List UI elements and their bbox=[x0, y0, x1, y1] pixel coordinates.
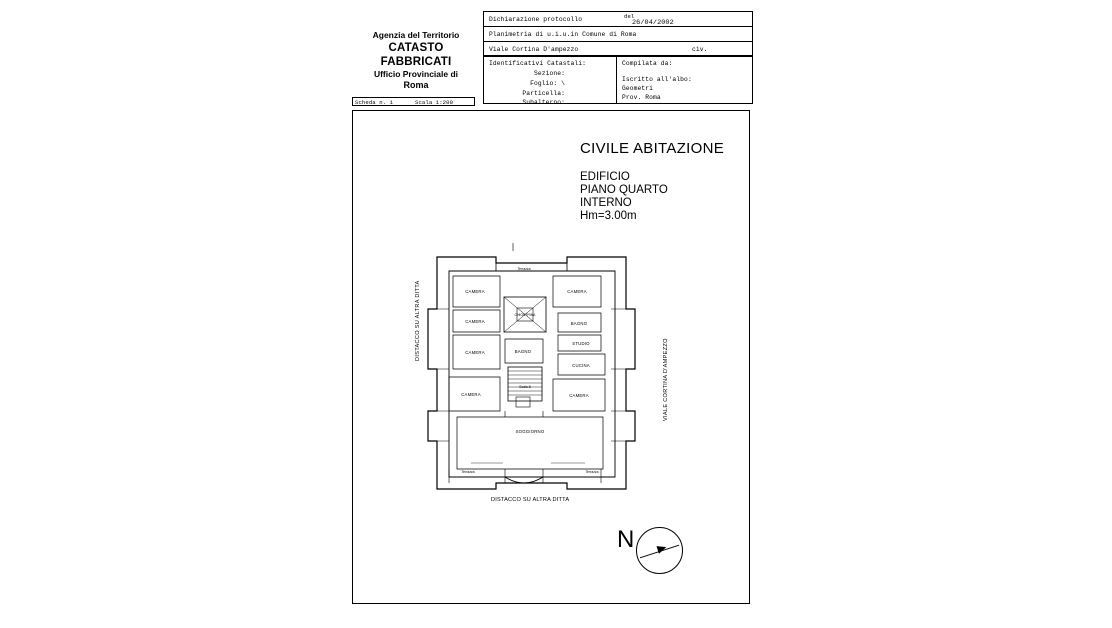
protocol-form-box bbox=[483, 11, 753, 56]
agency-line-4: Roma bbox=[403, 80, 429, 90]
compilata-title: Compilata da: bbox=[622, 60, 673, 67]
scala-value: Scala 1:200 bbox=[415, 99, 454, 106]
protocol-row bbox=[484, 12, 752, 27]
room-label: STUDIO bbox=[572, 341, 590, 346]
plan-subtitle-line-2: PIANO QUARTO bbox=[580, 183, 668, 196]
room-label: CHIOSTRINA bbox=[514, 313, 536, 317]
plan-subtitle-line-3: INTERNO bbox=[580, 196, 632, 209]
prov-label: Prov. Roma bbox=[622, 94, 661, 101]
room-label: BAGNO bbox=[514, 349, 532, 354]
room-label: Scala B bbox=[519, 385, 531, 389]
room-label: Terrazza bbox=[461, 470, 475, 474]
iscritto-line-1: Iscritto all'albo: bbox=[622, 76, 692, 83]
plan-title: CIVILE ABITAZIONE bbox=[580, 140, 725, 157]
left-side-label: DISTACCO SU ALTRA DITTA bbox=[415, 280, 421, 361]
planimetria-label: Planimetria di u.i.u.in Comune di Roma bbox=[489, 30, 637, 38]
north-letter: N bbox=[617, 526, 635, 553]
room-label: BAGNO bbox=[570, 321, 588, 326]
ident-row-sezione: Sezione: bbox=[533, 70, 565, 77]
indirizzo-label: Viale Cortina D'ampezzo bbox=[489, 45, 579, 53]
room-label: CUCINA bbox=[572, 363, 590, 368]
indirizzo-row bbox=[484, 42, 752, 57]
agency-line-3: Ufficio Provinciale di bbox=[373, 69, 459, 80]
scheda-number: Scheda n. 1 bbox=[355, 99, 394, 106]
agency-line-1: Agenzia del Territorio bbox=[372, 30, 460, 40]
room-label: Terrazza bbox=[585, 470, 599, 474]
compilata-column bbox=[617, 57, 752, 103]
room-label: SOGGIORNO bbox=[515, 429, 545, 434]
ident-row-subalterno: Subalterno: bbox=[522, 99, 565, 107]
room-label: CAMERA bbox=[567, 289, 587, 294]
planimetria-row bbox=[484, 27, 752, 42]
room-label: CAMERA bbox=[461, 392, 481, 397]
scheda-scala-bar bbox=[352, 97, 475, 106]
ident-row-foglio: Foglio: \ bbox=[530, 79, 565, 87]
dichiarazione-label: Dichiarazione protocollo bbox=[489, 15, 583, 23]
plan-subtitle-line-1: EDIFICIO bbox=[580, 171, 630, 183]
plan-subtitle-line-4: Hm=3.00m bbox=[580, 209, 637, 222]
del-label: del bbox=[624, 13, 635, 20]
agency-heading bbox=[352, 30, 480, 91]
iscritto-line-2: Geometri bbox=[622, 85, 654, 93]
compass-icon bbox=[636, 527, 683, 574]
agency-line-2: CATASTO FABBRICATI bbox=[380, 41, 452, 68]
bottom-caption: DISTACCO SU ALTRA DITTA bbox=[491, 497, 570, 503]
catastal-form-box bbox=[483, 56, 753, 107]
plan-drawing-frame bbox=[352, 110, 750, 604]
room-label: CAMERA bbox=[465, 289, 485, 294]
room-label: Terrazza bbox=[517, 267, 531, 271]
identificativi-column bbox=[484, 57, 617, 107]
room-label: CAMERA bbox=[569, 393, 589, 398]
iscritto-block bbox=[622, 75, 692, 94]
right-side-label: VIALE CORTINA D'AMPEZZO bbox=[663, 338, 669, 421]
identificativi-list bbox=[489, 69, 565, 108]
identificativi-title: Identificativi Catastali: bbox=[489, 60, 586, 67]
civ-label: civ. bbox=[692, 45, 708, 53]
room-label: CAMERA bbox=[465, 319, 485, 324]
floor-plan-drawing bbox=[353, 111, 751, 605]
ident-row-particella: Particella: bbox=[522, 89, 565, 97]
del-value: 26/04/2002 bbox=[632, 19, 674, 27]
room-label: CAMERA bbox=[465, 350, 485, 355]
